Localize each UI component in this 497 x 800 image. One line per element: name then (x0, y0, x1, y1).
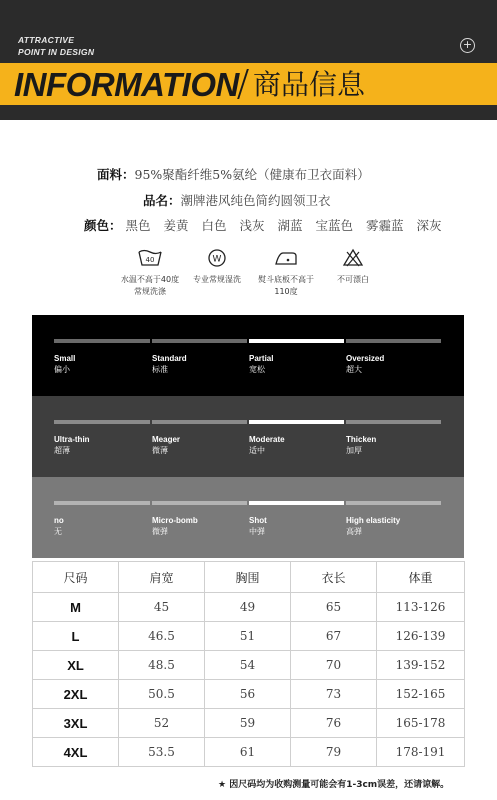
cell-shoulder: 45 (119, 593, 205, 622)
cell-size: L (33, 622, 119, 651)
table-row (33, 738, 465, 767)
spec-en: Small (54, 354, 76, 363)
cell-size: XL (33, 651, 119, 680)
title-en: INFORMATION (14, 66, 239, 103)
cell-chest: 49 (205, 593, 291, 622)
cell-chest: 61 (205, 738, 291, 767)
fabric-label: 面料： (97, 167, 135, 182)
spec-cn: 超大 (346, 365, 362, 374)
care-text: 专业常规湿洗 (193, 275, 241, 284)
elasticity-spec-panel (32, 477, 464, 558)
care-text: 110度 (274, 287, 298, 296)
spec-cn: 微弹 (152, 527, 168, 536)
fit-spec-panel (32, 315, 464, 396)
color-option: 深灰 (416, 218, 442, 233)
title-band (0, 63, 497, 105)
cell-size: 2XL (33, 680, 119, 709)
name-value: 潮牌港风纯色简约圆领卫衣 (180, 193, 331, 208)
cell-shoulder: 46.5 (119, 622, 205, 651)
cell-weight: 113-126 (377, 593, 465, 622)
spec-cn: 超薄 (54, 446, 70, 455)
spec-bar-selected (249, 339, 344, 343)
cell-length: 65 (291, 593, 377, 622)
tagline-line1: ATTRACTIVE (18, 35, 75, 45)
spec-cn: 高弹 (346, 527, 362, 536)
cell-size: M (33, 593, 119, 622)
spec-bar-selected (249, 420, 344, 424)
spec-en: High elasticity (346, 516, 401, 525)
spec-bar (152, 501, 247, 505)
care-item-clean (182, 248, 252, 286)
colors-line (84, 216, 442, 234)
spec-label (346, 434, 376, 456)
cell-chest: 51 (205, 622, 291, 651)
plus-circle-icon[interactable]: + (460, 38, 475, 53)
spec-en: Standard (152, 354, 187, 363)
color-option: 白色 (201, 218, 227, 233)
name-label: 品名： (143, 193, 181, 208)
cell-weight: 178-191 (377, 738, 465, 767)
spec-en: Moderate (249, 435, 285, 444)
cell-chest: 56 (205, 680, 291, 709)
spec-en: Shot (249, 516, 267, 525)
spec-en: Thicken (346, 435, 377, 444)
cell-length: 70 (291, 651, 377, 680)
spec-bar (54, 339, 150, 343)
color-option: 黑色 (125, 218, 151, 233)
cell-shoulder: 48.5 (119, 651, 205, 680)
table-row (33, 651, 465, 680)
table-row (33, 680, 465, 709)
header-size: 尺码 (33, 562, 119, 593)
cell-size: 3XL (33, 709, 119, 738)
cell-shoulder: 52 (119, 709, 205, 738)
cell-size: 4XL (33, 738, 119, 767)
spec-cn: 宽松 (249, 365, 265, 374)
header-chest: 胸围 (205, 562, 291, 593)
spec-label (54, 353, 75, 375)
spec-label (249, 353, 273, 375)
spec-bar (152, 339, 247, 343)
title-cn: 商品信息 (253, 68, 366, 101)
fabric-line (97, 165, 370, 183)
cell-length: 73 (291, 680, 377, 709)
spec-en: Ultra-thin (54, 435, 90, 444)
cell-chest: 59 (205, 709, 291, 738)
iron-icon (273, 248, 299, 268)
fabric-value: 95%聚酯纤维5%氨纶（健康布卫衣面料） (134, 167, 370, 182)
no-bleach-icon (342, 248, 364, 268)
header-weight: 体重 (377, 562, 465, 593)
cell-length: 76 (291, 709, 377, 738)
spec-cn: 加厚 (346, 446, 362, 455)
svg-text:W: W (212, 254, 222, 265)
spec-label (152, 353, 187, 375)
cell-weight: 165-178 (377, 709, 465, 738)
name-line (143, 191, 331, 209)
table-row (33, 622, 465, 651)
size-table (32, 561, 465, 767)
svg-text:40: 40 (145, 256, 155, 264)
care-text: 水温不高于40度 (120, 275, 180, 284)
care-text: 熨斗底板不高于 (258, 275, 314, 284)
attractive-tagline (18, 34, 94, 58)
wash-40-icon (137, 248, 163, 268)
cell-weight: 139-152 (377, 651, 465, 680)
spec-label (152, 434, 180, 456)
spec-en: Partial (249, 354, 274, 363)
cell-shoulder: 50.5 (119, 680, 205, 709)
spec-label (346, 515, 400, 537)
spec-bar (152, 420, 247, 424)
care-item-bleach (322, 248, 384, 286)
spec-label (152, 515, 198, 537)
spec-cn: 无 (54, 527, 62, 536)
color-option: 浅灰 (239, 218, 265, 233)
spec-bar (346, 339, 441, 343)
care-item-wash (110, 248, 190, 298)
spec-bar (54, 501, 150, 505)
tagline-line2: POINT IN DESIGN (18, 47, 95, 57)
spec-label (249, 434, 285, 456)
spec-label (346, 353, 384, 375)
thickness-spec-panel (32, 396, 464, 477)
table-header-row (33, 562, 465, 593)
spec-bar (346, 420, 441, 424)
spec-bar-selected (249, 501, 344, 505)
spec-label (54, 515, 64, 537)
cell-length: 67 (291, 622, 377, 651)
spec-bar (346, 501, 441, 505)
spec-cn: 中弹 (249, 527, 265, 536)
spec-label (54, 434, 90, 456)
dry-clean-icon (207, 248, 227, 268)
color-option: 湖蓝 (277, 218, 303, 233)
spec-cn: 偏小 (54, 365, 70, 374)
spec-cn: 微薄 (152, 446, 168, 455)
color-option: 雾霾蓝 (366, 218, 404, 233)
care-text: 不可漂白 (337, 275, 369, 284)
spec-en: Oversized (346, 354, 385, 363)
spec-bar (54, 420, 150, 424)
spec-en: Micro-bomb (152, 516, 198, 525)
header (0, 0, 497, 120)
color-option: 姜黄 (163, 218, 189, 233)
cell-weight: 152-165 (377, 680, 465, 709)
color-label: 颜色： (84, 218, 122, 233)
size-note: ★ 因尺码均为收购测量可能会有1-3cm误差，还请谅解。 (218, 780, 450, 790)
spec-en: no (54, 516, 64, 525)
spec-label (249, 515, 267, 537)
cell-length: 79 (291, 738, 377, 767)
spec-en: Meager (152, 435, 181, 444)
color-option: 宝蓝色 (315, 218, 354, 233)
care-item-iron (248, 248, 324, 298)
cell-weight: 126-139 (377, 622, 465, 651)
header-shoulder: 肩宽 (119, 562, 205, 593)
table-row (33, 709, 465, 738)
cell-shoulder: 53.5 (119, 738, 205, 767)
header-length: 衣长 (291, 562, 377, 593)
spec-cn: 适中 (249, 446, 265, 455)
care-text: 常规洗涤 (134, 287, 166, 296)
table-row (33, 593, 465, 622)
spec-cn: 标准 (152, 365, 168, 374)
cell-chest: 54 (205, 651, 291, 680)
